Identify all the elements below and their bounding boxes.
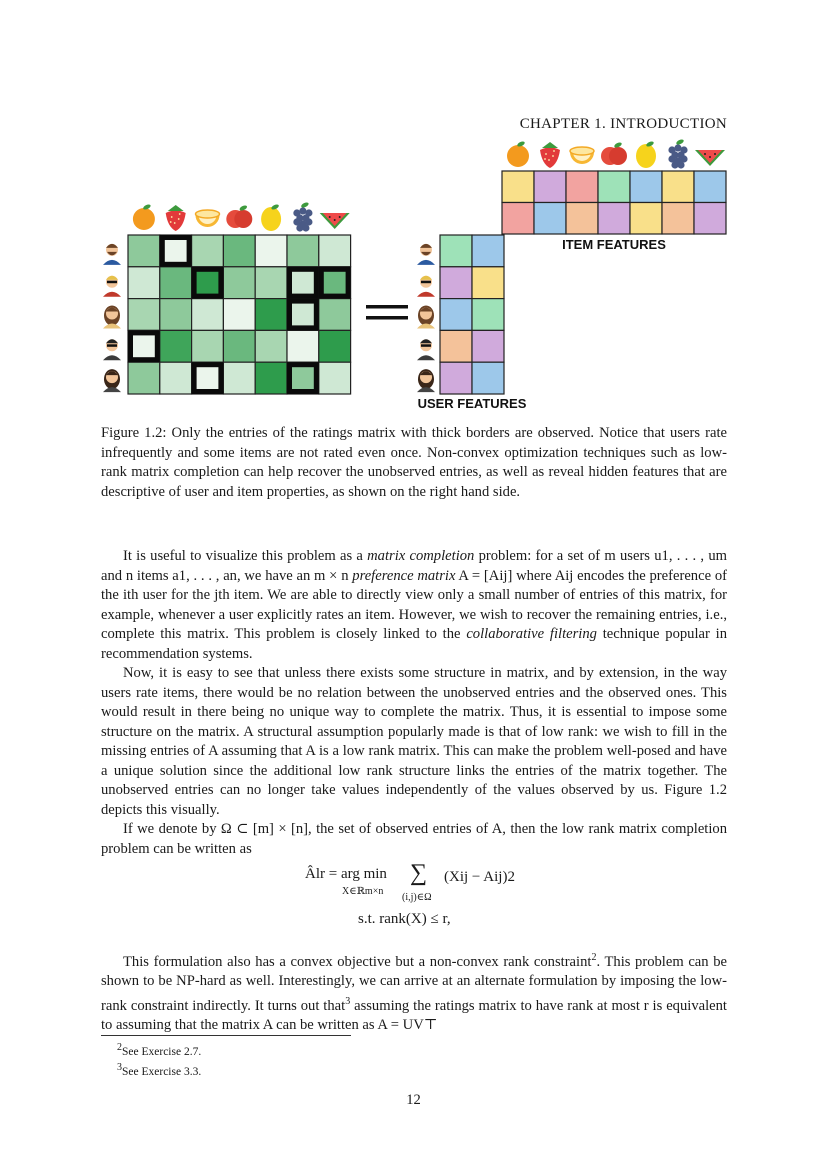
item-feature-cell — [630, 203, 662, 235]
orange-icon — [133, 203, 155, 230]
apple-icon — [601, 141, 627, 165]
rating-cell — [223, 362, 255, 394]
rating-cell — [192, 330, 224, 362]
lemon-icon — [261, 203, 281, 231]
footnotes — [101, 1040, 201, 1080]
user-features-matrix — [440, 235, 504, 394]
item-feature-cell — [598, 171, 630, 203]
strawberry-icon — [166, 205, 186, 231]
rating-cell — [223, 330, 255, 362]
equals-sign — [366, 305, 408, 320]
man-sunglasses-avatar — [103, 276, 121, 297]
item-features-matrix — [502, 171, 726, 234]
rating-cell — [319, 362, 351, 394]
footnote-mark-3: 3 — [345, 995, 351, 1007]
paragraph-2: Now, it is easy to see that unless there exists some structure in matrix, and by extension, in the way users rate items, there would be no relation between the unobserved entries and the observed ones. This would result in there being no unique way to complete the matrix. Thus, it is essential to impose some structure on the matrix. A structural assumption popularly made is that of low rank: we wish to fill in the missing entries of A assuming that A is a low rank matrix. This can make the problem well-posed and have a unique solution since the additional low rank structure links the entries of the matrix together. The unobserved entries can no longer take values independently of the values observed by us. Figure 1.2 depicts this visually. — [101, 665, 727, 818]
man-glasses-avatar — [103, 339, 121, 360]
paragraph-4: This formulation also has a convex objective but a non-convex rank constraint$^2$. This problem can be shown to be NP-hard as well. Interestingly, we can arrive at an alternate formulation by imposing the low-rank constraint indirectly. It turns out that$^3$ assuming the ratings matrix to have rank at most r is equivalent to assuming that the matrix A can be written as A = UV⊤ — [101, 952, 727, 1034]
user-feature-cell — [440, 235, 472, 267]
ratings-matrix — [128, 235, 351, 394]
rating-cell — [255, 330, 287, 362]
man-beard-avatar — [417, 244, 435, 265]
paragraph-1: It is useful to visualize this problem as a matrix completion problem: for a set of m users u1, . . . , um and n items a1, . . . , an, we have an m × n preference matrix A = [Aij] where Aij encodes the preference of the ith user for the jth item. We are able to directly view only a small number of entries of this matrix, for example, whenever a user explicitly rates an item. However, we wish to recover the remaining entries, i.e., complete this matrix. This problem is closely linked to the collaborative filtering technique popular in recommendation systems. — [101, 548, 727, 662]
watermelon-icon — [695, 150, 725, 166]
running-head: CHAPTER 1. INTRODUCTION — [519, 116, 727, 132]
man-sunglasses-avatar — [417, 276, 435, 297]
rating-cell — [160, 267, 192, 299]
rating-cell — [287, 235, 319, 267]
sliced-orange-icon — [196, 210, 220, 227]
user-feature-cell — [472, 267, 504, 299]
rating-cell — [319, 330, 351, 362]
strawberry-icon — [540, 142, 560, 168]
rating-cell — [160, 362, 192, 394]
rating-cell — [160, 299, 192, 331]
user-feature-cell — [472, 235, 504, 267]
item-feature-cell — [566, 203, 598, 235]
item-feature-cell — [534, 171, 566, 203]
user-feature-cell — [440, 362, 472, 394]
user-feature-cell — [472, 330, 504, 362]
man-beard-avatar — [103, 244, 121, 265]
item-feature-cell — [662, 171, 694, 203]
man-glasses-avatar — [417, 339, 435, 360]
page-number: 12 — [406, 1092, 421, 1108]
item-feature-cell — [502, 203, 534, 235]
rating-cell — [255, 362, 287, 394]
lemon-icon — [636, 140, 656, 168]
body-text-1 — [101, 547, 727, 859]
watermelon-icon — [320, 213, 350, 229]
item-feature-cell — [598, 203, 630, 235]
user-feature-cell — [440, 267, 472, 299]
rating-cell — [287, 330, 319, 362]
user-feature-cell — [472, 362, 504, 394]
item-feature-cell — [534, 203, 566, 235]
rating-cell — [192, 299, 224, 331]
woman-long-hair-avatar — [103, 369, 121, 392]
sliced-orange-icon — [570, 147, 594, 164]
user-feature-cell — [472, 299, 504, 331]
rating-cell — [255, 299, 287, 331]
figure-caption: Figure 1.2: Only the entries of the ratings matrix with thick borders are observed. Notice that users rate infrequently and some items are not rated even once. Non-convex optimization techniques such as low-rank matrix completion can help recover the unobserved entries, as well as reveal hidden features that are descriptive of user and item properties, as shown on the right hand side. — [101, 425, 727, 500]
rating-cell — [223, 299, 255, 331]
paragraph-3: If we denote by Ω ⊂ [m] × [n], the set of observed entries of A, then the low rank matrix completion problem can be written as — [101, 821, 727, 857]
item-feature-cell — [566, 171, 598, 203]
rating-cell — [223, 267, 255, 299]
woman-curly-avatar — [103, 306, 121, 329]
grapes-icon — [668, 138, 687, 168]
rating-cell — [255, 235, 287, 267]
footnote-mark-2: 2 — [591, 952, 597, 963]
woman-curly-avatar — [417, 306, 435, 329]
rating-cell — [128, 362, 160, 394]
rating-cell — [255, 267, 287, 299]
user-feature-cell — [440, 330, 472, 362]
rating-cell — [223, 235, 255, 267]
orange-icon — [507, 140, 529, 167]
rating-cell — [128, 235, 160, 267]
woman-long-hair-avatar — [417, 369, 435, 392]
rating-cell — [192, 235, 224, 267]
apple-icon — [226, 204, 252, 228]
item-features-label: ITEM FEATURES — [562, 237, 666, 252]
item-feature-cell — [694, 203, 726, 235]
grapes-icon — [293, 201, 312, 231]
rating-cell — [319, 235, 351, 267]
body-text-2 — [101, 948, 727, 1036]
item-feature-cell — [630, 171, 662, 203]
item-feature-cell — [502, 171, 534, 203]
footnote-rule — [101, 1035, 351, 1036]
rating-cell — [319, 299, 351, 331]
rating-cell — [128, 267, 160, 299]
matrix-completion-figure — [0, 0, 827, 420]
item-feature-cell — [662, 203, 694, 235]
user-features-label: USER FEATURES — [417, 396, 527, 411]
footnote-2: $^2$See Exercise 2.7. — [117, 1042, 202, 1058]
footnote-3: $^3$See Exercise 3.3. — [117, 1061, 202, 1078]
user-feature-cell — [440, 299, 472, 331]
rating-cell — [128, 299, 160, 331]
item-feature-cell — [694, 171, 726, 203]
rating-cell — [160, 330, 192, 362]
